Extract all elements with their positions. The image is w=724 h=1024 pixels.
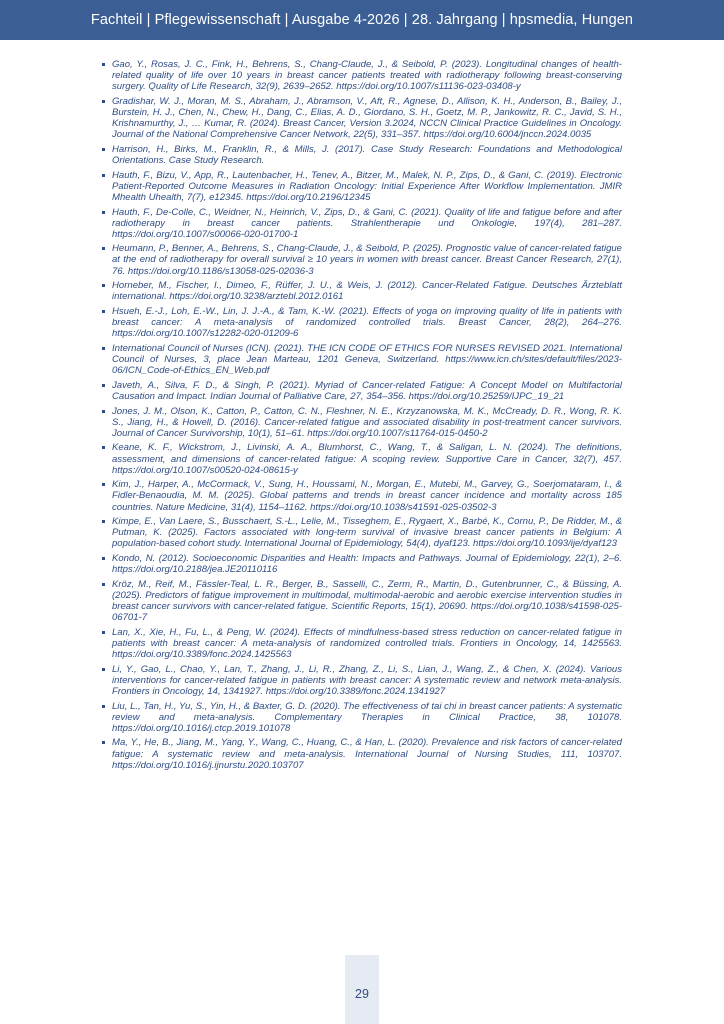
reference-text: Jones, J. M., Olson, K., Catton, P., Catton, C. N., Fleshner, N. E., Krzyzanowska, M. K., McCready, D. R., Wong, R. K. S., Jiang, H., & Howell, D. (2016). Cancer-related fatigue and associated disability in post-treatment cancer survivors. Journal of Cancer Survivorship, 10(1), 51–61. https://doi.org/10.1007/s11764-015-0450-2 — [112, 405, 622, 439]
reference-item — [102, 701, 622, 734]
reference-item — [102, 579, 622, 623]
reference-item — [102, 627, 622, 660]
reference-item — [102, 516, 622, 549]
reference-text: Hsueh, E.-J., Loh, E.-W., Lin, J. J.-A., & Tam, K.-W. (2021). Effects of yoga on improving quality of life in patients with breast cancer: A meta-analysis of randomized controlled trials. Breast Cancer, 28(2), 264–276. https://doi.org/10.1007/s12282-020-01209-6 — [112, 306, 622, 340]
reference-text: Harrison, H., Birks, M., Franklin, R., & Mills, J. (2017). Case Study Research: Foundations and Methodological Orientations. Case Study Research. — [112, 143, 622, 166]
reference-item — [102, 280, 622, 302]
bullet-icon — [102, 410, 105, 413]
bullet-icon — [102, 284, 105, 287]
bullet-icon — [102, 631, 105, 634]
reference-text: Hauth, F., Bizu, V., App, R., Lautenbacher, H., Tenev, A., Bitzer, M., Malek, N. P., Zips, D., & Gani, C. (2019). Electronic Patient-Reported Outcome Measures in Radiation Oncology: Initial Experience After Workflow Implementation. JMIR Mhealth Uhealth, 7(7), e12345. https://doi.org/10.2196/12345 — [112, 169, 622, 203]
bullet-icon — [102, 583, 105, 586]
reference-text: Gradishar, W. J., Moran, M. S., Abraham, J., Abramson, V., Aft, R., Agnese, D., Allison, K. H., Anderson, B., Bailey, J., Burstein, H. J., Chen, N., Chew, H., Dang, C., Elias, A. D., Giordano, S. H., Goetz, M. P., Jankowitz, R. C., Javid, S. H., Krishnamurthy, J., … Kumar, R. (2024). Breast Cancer, Version 3.2024, NCCN Clinical Practice Guidelines in Oncology. Journal of the National Comprehensive Cancer Network, 22(5), 331–357. https://doi.org/10.6004/jnccn.2024.0035 — [112, 95, 622, 141]
bullet-icon — [102, 446, 105, 449]
reference-text: Heumann, P., Benner, A., Behrens, S., Chang-Claude, J., & Seibold, P. (2025). Prognostic value of cancer-related fatigue at the end of radiotherapy for overall survival ≥ 10 years in women with breast cancer. Breast Cancer Research, 27(1), 76. https://doi.org/10.1186/s13058-025-02036-3 — [112, 243, 622, 277]
bullet-icon — [102, 100, 105, 103]
bullet-icon — [102, 705, 105, 708]
reference-text: International Council of Nurses (ICN). (2021). THE ICN CODE OF ETHICS FOR NURSES REVISED 2021. International Council of Nurses, 3, place Jean Marteau, 1201 Geneva, Switzerland. https://www.icn.ch/sites/default/files/2023-06/ICN_Code-of-Ethics_EN_Web.pdf — [112, 342, 622, 377]
reference-item — [102, 170, 622, 203]
page-number: 29 — [355, 987, 369, 1001]
reference-item — [102, 406, 622, 439]
reference-item — [102, 664, 622, 697]
bullet-icon — [102, 741, 105, 744]
reference-text: Kim, J., Harper, A., McCormack, V., Sung, H., Houssami, N., Morgan, E., Mutebi, M., Garvey, G., Soerjomataram, I., & Fidler-Benaoudia, M. M. (2025). Global patterns and trends in breast cancer incidence and mortality across 185 countries. Nature Medicine, 31(4), 1154–1162. https://doi.org/10.1038/s41591-025-03502-3 — [112, 479, 622, 513]
reference-item — [102, 343, 622, 376]
bullet-icon — [102, 148, 105, 151]
reference-text: Kimpe, E., Van Laere, S., Busschaert, S.-L., Lelie, M., Tisseghem, E., Rygaert, X., Barbé, K., Cornu, P., De Ridder, M., & Putman, K. (2025). Factors associated with long-term survival of invasive breast cancer patients in Belgium: A population-based cohort study. International Journal of Epidemiology, 54(4), dyaf123. https://doi.org/10.1093/ije/dyaf123 — [112, 516, 622, 550]
bullet-icon — [102, 174, 105, 177]
bullet-icon — [102, 557, 105, 560]
reference-text: Keane, K. F., Wickstrom, J., Livinski, A. A., Blumhorst, C., Wang, T., & Saligan, L. N. (2024). The definitions, assessment, and dimensions of cancer-related fatigue: A scoping review. Supportive Care in Cancer, 32(7), 457. https://doi.org/10.1007/s00520-024-08615-y — [112, 442, 622, 476]
bullet-icon — [102, 247, 105, 250]
reference-item — [102, 380, 622, 402]
bullet-icon — [102, 347, 105, 350]
page-header — [0, 0, 724, 40]
reference-text: Gao, Y., Rosas, J. C., Fink, H., Behrens, S., Chang-Claude, J., & Seibold, P. (2023). Longitudinal changes of health-related quality of life over 10 years in breast cancer patients treated with radiotherapy following breast-conserving surgery. Quality of Life Research, 32(9), 2639–2652. https://doi.org/10.1007/s11136-023-03408-y — [112, 59, 622, 93]
reference-item — [102, 207, 622, 240]
bullet-icon — [102, 668, 105, 671]
reference-item — [102, 479, 622, 512]
reference-item — [102, 144, 622, 166]
page-footer — [345, 955, 379, 1024]
reference-text: Kröz, M., Reif, M., Fässler-Teal, L. R., Berger, B., Sasselli, C., Zerm, R., Martin, D., Gutenbrunner, C., & Büssing, A. (2025). Predictors of fatigue improvement in multimodal, multimodal-aerobic and aerobic exercise intervention studies in breast cancer survivors with cancer-related fatigue. Scientific Reports, 15(1), 20690. https://doi.org/10.1038/s41598-025-06701-7 — [112, 578, 622, 624]
reference-text: Lan, X., Xie, H., Fu, L., & Peng, W. (2024). Effects of mindfulness-based stress reduction on cancer-related fatigue in patients with breast cancer: A meta-analysis of randomized controlled trials. Frontiers in Oncology, 14, 1425563. https://doi.org/10.3389/fonc.2024.1425563 — [112, 626, 622, 660]
bullet-icon — [102, 63, 105, 66]
bullet-icon — [102, 384, 105, 387]
reference-item — [102, 59, 622, 92]
reference-item — [102, 96, 622, 140]
reference-item — [102, 442, 622, 475]
reference-item — [102, 243, 622, 276]
reference-item — [102, 737, 622, 770]
reference-text: Ma, Y., He, B., Jiang, M., Yang, Y., Wang, C., Huang, C., & Han, L. (2020). Prevalence and risk factors of cancer-related fatigue: A systematic review and meta-analysis. International Journal of Nursing Studies, 111, 103707. https://doi.org/10.1016/j.ijnurstu.2020.103707 — [112, 737, 622, 771]
reference-text: Javeth, A., Silva, F. D., & Singh, P. (2021). Myriad of Cancer-related Fatigue: A Concept Model on Multifactorial Causation and Impact. Indian Journal of Palliative Care, 27, 354–356. https://doi.org/10.25259/IJPC_19_21 — [112, 379, 622, 402]
reference-item — [102, 553, 622, 575]
bullet-icon — [102, 211, 105, 214]
reference-text: Kondo, N. (2012). Socioeconomic Disparities and Health: Impacts and Pathways. Journal of Epidemiology, 22(1), 2–6. https://doi.org/10.2188/jea.JE20110116 — [112, 553, 622, 576]
reference-text: Horneber, M., Fischer, I., Dimeo, F., Rüffer, J. U., & Weis, J. (2012). Cancer-Related Fatigue. Deutsches Ärzteblatt international. https://doi.org/10.3238/arztebl.2012.0161 — [112, 280, 622, 303]
bullet-icon — [102, 483, 105, 486]
header-title: Fachteil | Pflegewissenschaft | Ausgabe 4-2026 | 28. Jahrgang | hpsmedia, Hungen — [90, 12, 634, 28]
reference-text: Hauth, F., De-Colle, C., Weidner, N., Heinrich, V., Zips, D., & Gani, C. (2021). Quality of life and fatigue before and after radiotherapy in breast cancer patients. Strahlentherapie und Onkologie, 197(4), 281–287. https://doi.org/10.1007/s00066-020-01700-1 — [112, 206, 622, 240]
bullet-icon — [102, 520, 105, 523]
reference-item — [102, 306, 622, 339]
reference-list — [102, 59, 622, 774]
bullet-icon — [102, 310, 105, 313]
reference-text: Li, Y., Gao, L., Chao, Y., Lan, T., Zhang, J., Li, R., Zhang, Z., Li, S., Lian, J., Wang, Z., & Chen, X. (2024). Various interventions for cancer-related fatigue in patients with breast cancer: A systematic review and network meta-analysis. Frontiers in Oncology, 14, 1341927. https://doi.org/10.3389/fonc.2024.1341927 — [112, 663, 622, 697]
reference-text: Liu, L., Tan, H., Yu, S., Yin, H., & Baxter, G. D. (2020). The effectiveness of tai chi in breast cancer patients: A systematic review and meta-analysis. Complementary Therapies in Clinical Practice, 38, 101078. https://doi.org/10.1016/j.ctcp.2019.101078 — [112, 700, 622, 734]
